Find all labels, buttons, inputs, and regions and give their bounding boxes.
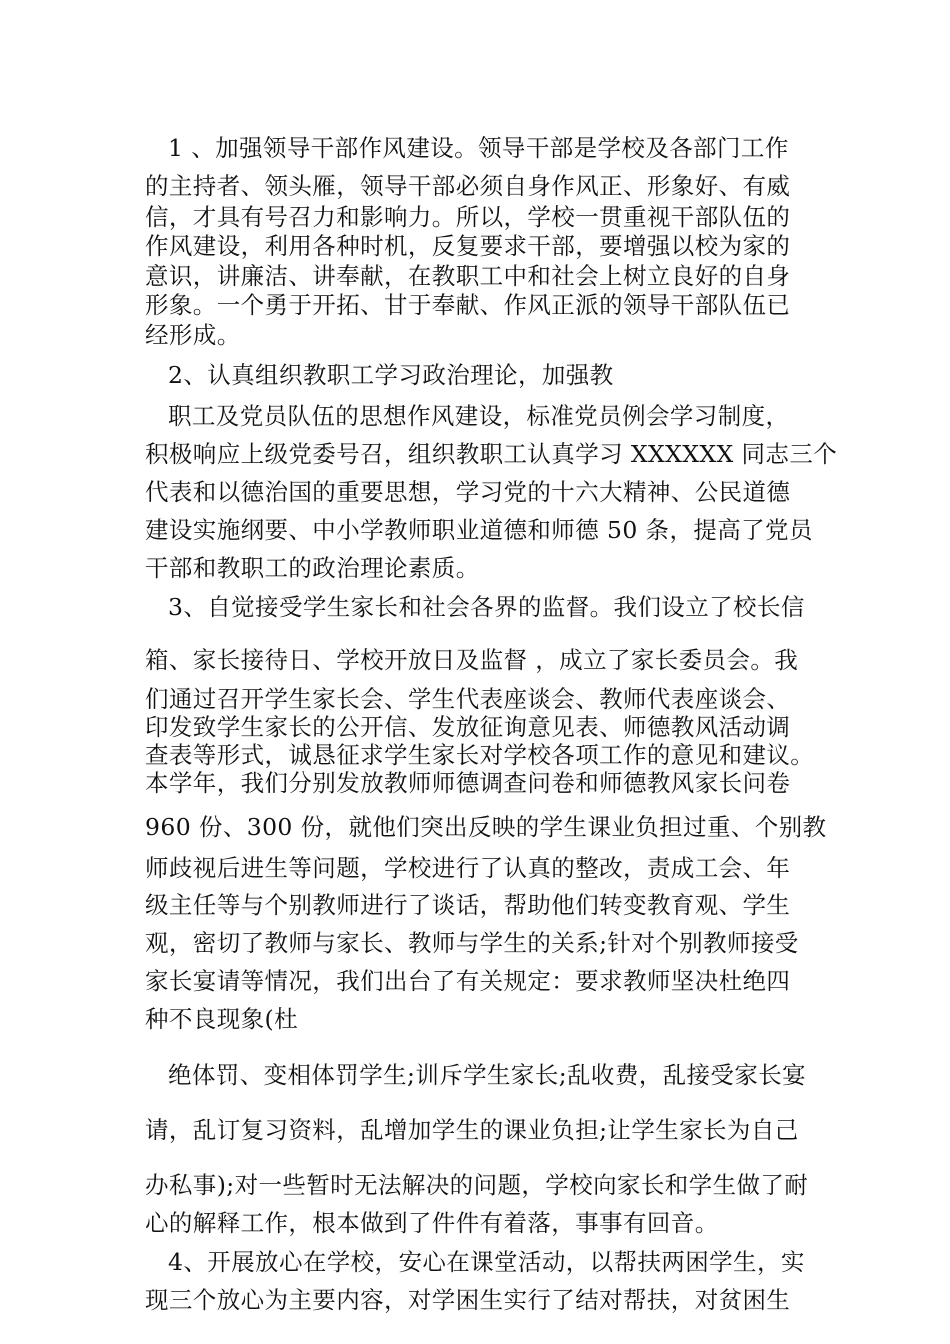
text-line: 本学年，我们分别发放教师师德调查问卷和师德教风家长问卷	[145, 769, 791, 797]
text-line: 家长宴请等情况，我们出台了有关规定：要求教师坚决杜绝四	[145, 967, 791, 995]
text-line: 1 、加强领导干部作风建设。领导干部是学校及各部门工作	[168, 134, 789, 162]
text-line: 箱、家长接待日、学校开放日及监督 ，成立了家长委员会。我	[145, 646, 799, 674]
text-line: 意识，讲廉洁、讲奉献，在教职工中和社会上树立良好的自身	[145, 262, 791, 290]
text-line: 们通过召开学生家长会、学生代表座谈会、教师代表座谈会、	[145, 685, 791, 713]
text-line: 查表等形式，诚恳征求学生家长对学校各项工作的意见和建议。	[145, 741, 815, 769]
text-line: 种不良现象(杜	[145, 1005, 298, 1033]
text-line: 建设实施纲要、中小学教师职业道德和师德 50 条，提高了党员	[145, 516, 813, 544]
text-line: 办私事);对一些暂时无法解决的问题，学校向家长和学生做了耐	[145, 1171, 809, 1199]
text-line: 积极响应上级党委号召，组织教职工认真学习 XXXXXX 同志三个	[145, 440, 838, 468]
text-line: 代表和以德治国的重要思想，学习党的十六大精神、公民道德	[145, 478, 791, 506]
text-line: 观，密切了教师与家长、教师与学生的关系;针对个别教师接受	[145, 929, 799, 957]
text-line: 师歧视后进生等问题，学校进行了认真的整改，责成工会、年	[145, 854, 791, 882]
text-line: 信，才具有号召力和影响力。所以，学校一贯重视干部队伍的	[145, 203, 791, 231]
text-line: 的主持者、领头雁，领导干部必须自身作风正、形象好、有威	[145, 172, 791, 200]
text-line: 级主任等与个别教师进行了谈话，帮助他们转变教育观、学生	[145, 891, 791, 919]
text-line: 960 份、300 份，就他们突出反映的学生课业负担过重、个别教	[145, 813, 827, 841]
text-line: 作风建设，利用各种时机，反复要求干部，要增强以校为家的	[145, 232, 791, 260]
text-line: 3、自觉接受学生家长和社会各界的监督。我们设立了校长信	[168, 593, 805, 621]
text-line: 2、认真组织教职工学习政治理论，加强教	[168, 361, 614, 389]
text-line: 4、开展放心在学校，安心在课堂活动，以帮扶两困学生，实	[168, 1248, 805, 1276]
text-line: 心的解释工作，根本做到了件件有着落，事事有回音。	[145, 1209, 719, 1237]
text-line: 现三个放心为主要内容，对学困生实行了结对帮扶，对贫困生	[145, 1286, 791, 1314]
text-line: 绝体罚、变相体罚学生;训斥学生家长;乱收费，乱接受家长宴	[168, 1061, 807, 1089]
text-line: 职工及党员队伍的思想作风建设，标准党员例会学习制度，	[168, 402, 790, 430]
text-line: 印发致学生家长的公开信、发放征询意见表、师德教风活动调	[145, 713, 791, 741]
text-line: 干部和教职工的政治理论素质。	[145, 554, 480, 582]
text-line: 形象。一个勇于开拓、甘于奉献、作风正派的领导干部队伍已	[145, 291, 791, 319]
text-line: 请，乱订复习资料，乱增加学生的课业负担;让学生家长为自己	[145, 1116, 799, 1144]
text-line: 经形成。	[145, 321, 241, 349]
